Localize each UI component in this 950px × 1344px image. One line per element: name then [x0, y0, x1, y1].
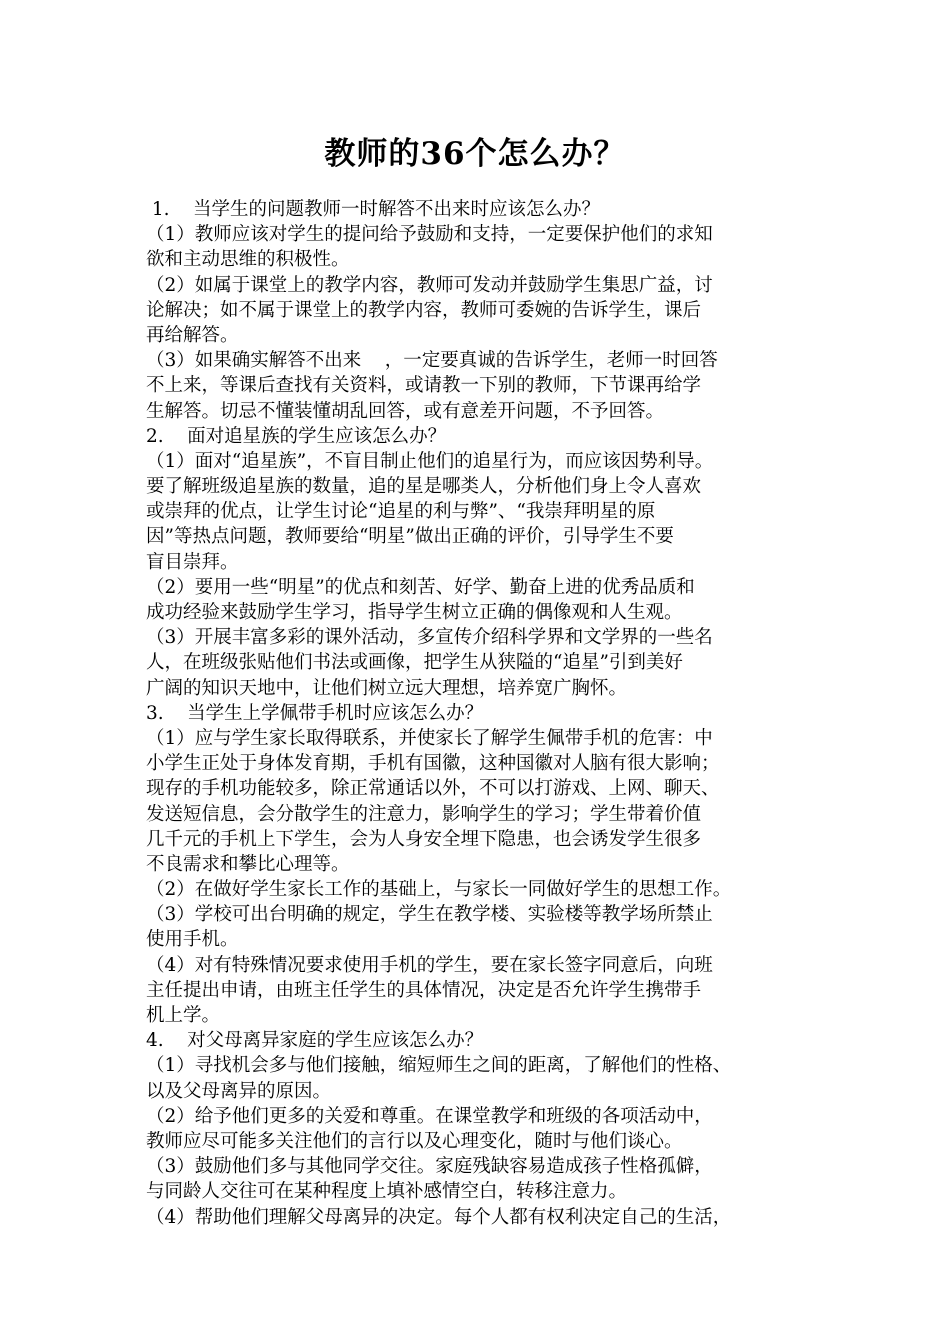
- text-line: 广阔的知识天地中，让他们树立远大理想，培养宽广胸怀。: [146, 677, 628, 699]
- text-line: 机上学。: [146, 1005, 221, 1026]
- text-line: 盲目崇拜。: [146, 551, 239, 573]
- text-line: （1）教师应该对学生的提问给予鼓励和支持，一定要保护他们的求知: [146, 224, 713, 246]
- text-line: 几千元的手机上下学生，会为人身安全埋下隐患，也会诱发学生很多: [146, 828, 702, 850]
- text-line: 或崇拜的优点，让学生讨论“追星的利与弊”、“我崇拜明星的原: [146, 501, 656, 523]
- text-line: （3）鼓励他们多与其他同学交往。家庭残缺容易造成孩子性格孤僻，: [146, 1156, 713, 1178]
- text-line: 成功经验来鼓励学生学习，指导学生树立正确的偶像观和人生观。: [146, 602, 683, 623]
- text-line: （1）应与学生家长取得联系，并使家长了解学生佩带手机的危害：中: [146, 727, 713, 749]
- text-line: （4）帮助他们理解父母离异的决定。每个人都有权利决定自己的生活，: [146, 1206, 732, 1228]
- text-line: 论解决；如不属于课堂上的教学内容，教师可委婉的告诉学生，课后: [146, 299, 702, 321]
- text-line: 与同龄人交往可在某种程度上填补感情空白，转移注意力。: [146, 1181, 628, 1203]
- text-line: （3）开展丰富多彩的课外活动，多宣传介绍科学界和文学界的一些名: [146, 627, 713, 649]
- text-line: 要了解班级追星族的数量，追的星是哪类人，分析他们身上令人喜欢: [146, 476, 702, 498]
- text-line: 小学生正处于身体发育期，手机有国徽，这种国徽对人脑有很大影响；: [146, 753, 720, 775]
- text-line: 4. 对父母离异家庭的学生应该怎么办？: [146, 1030, 484, 1052]
- text-line: （2）要用一些“明星”的优点和刻苦、好学、勤奋上进的优秀品质和: [146, 576, 695, 598]
- text-line: （3）如果确实解答不出来 ，一定要真诚的告诉学生，老师一时回答: [146, 350, 718, 372]
- text-line: 主任提出申请，由班主任学生的具体情况，决定是否允许学生携带手: [146, 979, 702, 1001]
- text-line: （2）给予他们更多的关爱和尊重。在课堂教学和班级的各项活动中，: [146, 1105, 713, 1127]
- text-line: 发送短信息，会分散学生的注意力，影响学生的学习；学生带着价值: [146, 803, 702, 825]
- text-line: 使用手机。: [146, 929, 239, 951]
- document-body: [146, 197, 818, 1230]
- page-title: 教师的36个怎么办？: [324, 136, 626, 172]
- text-line: （1）寻找机会多与他们接触，缩短师生之间的距离，了解他们的性格、: [146, 1055, 732, 1077]
- text-line: 因”等热点问题，教师要给“明星”做出正确的评价，引导学生不要: [146, 526, 674, 548]
- text-line: 以及父母离异的原因。: [146, 1080, 332, 1102]
- text-line: 人，在班级张贴他们书法或画像，把学生从狭隘的“追星”引到美好: [146, 652, 683, 674]
- text-line: 再给解答。: [146, 324, 239, 346]
- text-line: （1）面对“追星族”，不盲目制止他们的追星行为，而应该因势利导。: [146, 450, 714, 472]
- text-line: （2）在做好学生家长工作的基础上，与家长一同做好学生的思想工作。: [146, 879, 732, 901]
- text-line: 欲和主动思维的积极性。: [146, 249, 350, 271]
- text-line: （2）如属于课堂上的教学内容，教师可发动并鼓励学生集思广益，讨: [146, 274, 713, 296]
- text-line: 教师应尽可能多关注他们的言行以及心理变化，随时与他们谈心。: [146, 1130, 683, 1152]
- text-line: （3）学校可出台明确的规定，学生在教学楼、实验楼等教学场所禁止: [146, 904, 713, 926]
- text-line: 不上来，等课后查找有关资料，或请教一下别的教师，下节课再给学: [146, 375, 702, 397]
- text-line: 1. 当学生的问题教师一时解答不出来时应该怎么办？: [146, 199, 601, 220]
- text-line: （4）对有特殊情况要求使用手机的学生，要在家长签字同意后，向班: [146, 954, 713, 976]
- text-line: 生解答。切忌不懂装懂胡乱回答，或有意差开问题，不予回答。: [146, 400, 665, 422]
- text-line: 2. 面对追星族的学生应该怎么办？: [146, 425, 447, 447]
- text-line: 现存的手机功能较多，除正常通话以外，不可以打游戏、上网、聊天、: [146, 778, 720, 800]
- text-line: 不良需求和攀比心理等。: [146, 853, 350, 875]
- text-line: 3. 当学生上学佩带手机时应该怎么办？: [146, 702, 484, 724]
